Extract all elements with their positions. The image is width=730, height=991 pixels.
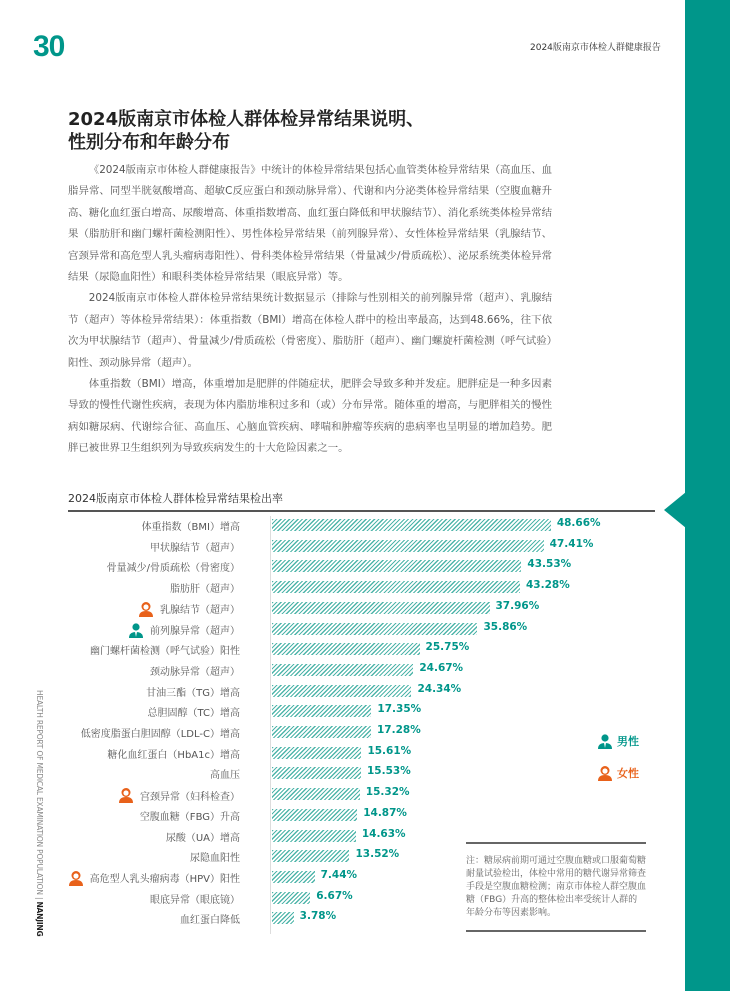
male-icon [128,622,144,638]
category-label [180,911,240,926]
category-text: 幽门螺杆菌检测（呼气试验）阳性 [90,646,240,658]
paragraph: 2024版南京市体检人群体检异常结果统计数据显示（排除与性别相关的前列腺异常（超声）、乳腺结节（超声）等体检异常结果）：体重指数（BMI）增高在体检人群中的检出率最高，达到48.66%，往下依次为甲状腺结节（超声）、骨量减少/骨质疏松（骨密度）、脂肪肝（超声）、幽门螺旋杆菌检测（呼气试验）阳性、颈动脉异常（超声）。 [68,292,552,369]
value-label: 17.35% [377,703,422,716]
side-color-band [685,0,730,991]
chart-top-rule [68,510,655,512]
value-label: 24.34% [417,682,462,695]
category-label [147,704,240,719]
chart-row [0,722,660,742]
section-title [68,108,424,154]
category-label [150,891,240,906]
paragraph: 《2024版南京市体检人群健康报告》中统计的体检异常结果包括心血管类体检异常结果（高血压、血脂异常、同型半胱氨酸增高、超敏C反应蛋白和颈动脉异常）、代谢和内分泌类体检异常结果（空腹血糖升高、糖化血红蛋白增高、尿酸增高、体重指数增高、血红蛋白降低和甲状腺结节）、消化系统类体检异常结果（脂肪肝和幽门螺杆菌检测阳性）、男性体检异常结果（前列腺异常）、女性体检异常结果（乳腺结节、宫颈异常和高危型人乳头瘤病毒阳性）、骨科类体检异常结果（骨量减少/骨质疏松）、泌尿系统类体检异常结果（尿隐血阳性）和眼科类体检异常结果（眼底异常）等。 [68,164,552,284]
bar [272,581,520,593]
category-text: 高血压 [210,770,240,782]
value-label: 48.66% [556,517,601,529]
category-text: 空腹血糖（FBG）升高 [139,811,240,823]
bar [272,560,521,572]
category-label [128,622,240,638]
category-text: 骨量减少/骨质疏松（骨密度） [106,563,240,575]
chart-row [0,763,660,783]
male-icon [597,733,613,749]
category-text: 前列腺异常（超声） [150,626,240,637]
value-label: 15.53% [366,765,411,778]
chart-row [0,556,660,576]
bar [272,623,477,635]
legend-female-label: 女性 [617,767,639,780]
value-label: 14.63% [361,827,406,840]
category-label [140,808,240,823]
value-label: 15.61% [367,744,412,757]
bar [272,519,551,531]
legend-female [597,765,639,781]
category-text: 眼底异常（眼底镜） [150,894,240,906]
category-text: 总胆固醇（TC）增高 [147,708,240,720]
chart-row [0,515,660,535]
paragraph: 体重指数（BMI）增高，体重增加是肥胖的伴随症状，肥胖会导致多种并发症。肥胖症是一种多因素导致的慢性代谢性疾病，表现为体内脂肪堆积过多和（或）分布异常。随体重的增高，与肥胖相关的慢性病如糖尿病、代谢综合征、高血压、心脑血管疾病、哮喘和肿瘤等疾病的患病率也呈明显的增加趋势。肥胖已被世界卫生组织列为导致疾病发生的十大危险因素之一。 [68,378,552,455]
value-label: 37.96% [495,599,540,612]
category-label [138,601,240,617]
side-running-text [35,690,44,990]
bar [272,602,490,614]
category-text: 宫颈异常（妇科检查） [140,791,240,803]
female-icon [138,601,154,617]
category-label [210,766,240,781]
bar [272,788,360,800]
value-label: 47.41% [549,537,594,550]
category-label [190,849,240,864]
band-notch [664,492,686,528]
category-label [107,746,240,761]
value-label: 7.44% [320,868,358,881]
category-label [166,829,240,844]
category-text: 甲状腺结节（超声） [150,542,240,554]
category-text: 糖化血红蛋白（HbA1c）增高 [107,749,240,761]
chart-row [0,577,660,597]
category-label [118,787,240,803]
value-label: 24.67% [419,661,464,674]
page-number: 30 [33,30,65,63]
female-icon [118,787,134,803]
chart-row [0,660,660,680]
chart-note: 注：糖尿病前期可通过空腹血糖或口服葡萄糖耐量试验检出，体检中常用的糖代谢异常筛查手段是空腹血糖检测；南京市体检人群空腹血糖（FBG）升高的整体检出率受统计人群的年龄分布等因素影响。 [466,842,646,932]
value-label: 43.28% [525,579,570,592]
female-icon [68,870,84,886]
category-text: 高危型人乳头瘤病毒（HPV）阳性 [89,874,240,886]
category-text: 脂肪肝（超声） [170,584,240,596]
bar [272,540,544,552]
bar [272,830,356,842]
category-label [170,580,240,595]
chart-row [0,784,660,804]
bar [272,664,413,676]
category-label [150,539,240,554]
category-label [142,518,240,533]
bar [272,705,371,717]
value-label: 3.78% [299,910,337,923]
bar [272,643,420,655]
category-text: 低密度脂蛋白胆固醇（LDL-C）增高 [80,729,240,740]
value-label: 17.28% [377,724,421,736]
category-text: 尿酸（UA）增高 [165,832,240,844]
bar [272,747,361,759]
chart-row [0,598,660,618]
value-label: 43.53% [527,558,572,571]
bar [272,726,371,738]
value-label: 6.67% [316,889,353,902]
category-label [146,684,240,699]
bar [272,809,357,821]
category-text: 血红蛋白降低 [180,915,240,927]
category-label [68,870,240,886]
category-text: 乳腺结节（超声） [160,605,240,617]
value-label: 35.86% [483,620,528,633]
chart-row [0,743,660,763]
category-label [150,663,240,678]
body-text [68,160,552,460]
chart-row [0,536,660,556]
category-text: 甘油三酯（TG）增高 [146,687,240,699]
side-city: NANJING [35,901,44,937]
side-text: HEALTH REPORT OF MEDICAL EXAMINATION POPULATION | [35,690,44,902]
legend-male-label: 男性 [617,735,639,748]
chart-row [0,701,660,721]
chart-row [0,805,660,825]
chart-title: 2024版南京市体检人群体检异常结果检出率 [68,492,283,505]
chart-row [0,639,660,659]
category-text: 体重指数（BMI）增高 [141,522,240,533]
value-label: 13.52% [355,848,400,861]
category-label [81,725,240,740]
legend-male [597,733,639,749]
title-line: 性别分布和年龄分布 [68,132,230,153]
value-label: 14.87% [363,806,407,819]
female-icon [597,765,613,781]
category-label [107,559,240,574]
value-label: 15.32% [365,786,410,799]
category-text: 尿隐血阳性 [190,853,240,865]
running-header: 2024版南京市体检人群健康报告 [530,43,661,53]
bar [272,912,294,924]
category-label [90,642,240,657]
category-text: 颈动脉异常（超声） [150,666,240,678]
bar [272,892,310,904]
bar [272,850,349,862]
value-label: 25.75% [425,641,470,654]
bar [272,871,315,883]
title-line: 2024版南京市体检人群体检异常结果说明、 [68,109,425,130]
chart-row [0,681,660,701]
bar [272,767,361,779]
chart-row [0,619,660,639]
bar [272,685,411,697]
